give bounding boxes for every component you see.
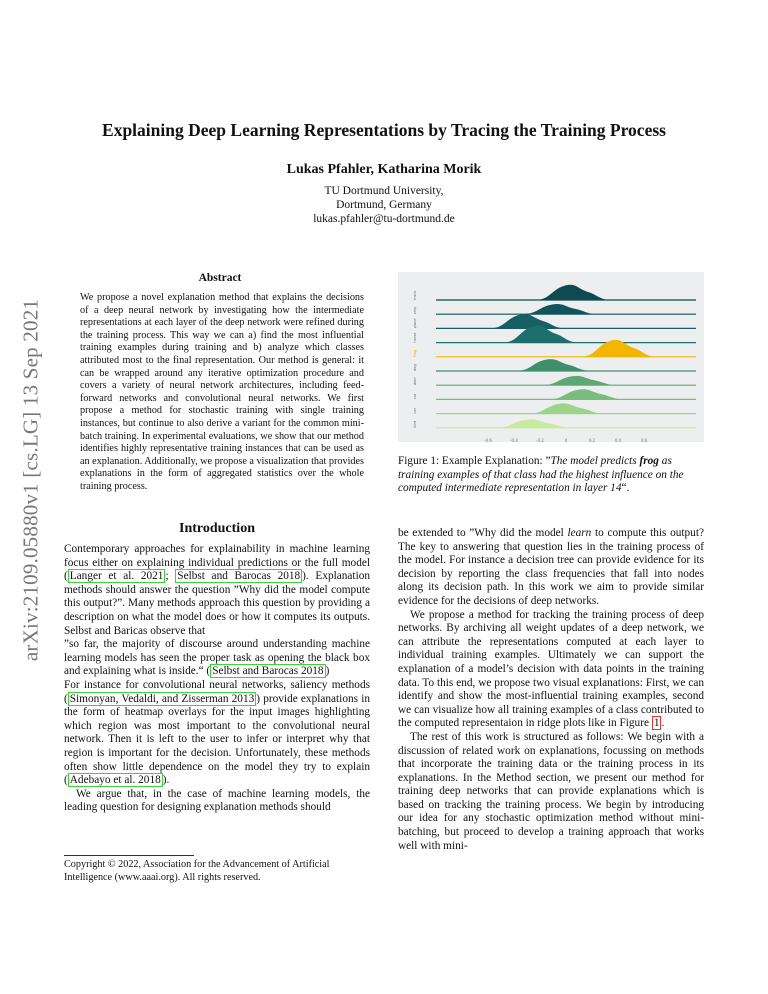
copyright-footnote: Copyright © 2022, Association for the Advancement of Artificial Intelligence (www.aaai.org). All rights reserved.	[64, 859, 330, 883]
ridge-label-dog: dog	[413, 364, 417, 371]
left-column-body	[64, 543, 370, 815]
right-column-body	[398, 527, 704, 853]
footnote-divider	[64, 855, 194, 856]
arxiv-id[interactable]: arXiv:2109.05880v1 [cs.LG] 13 Sep 2021	[18, 298, 43, 662]
figure-link[interactable]: 1	[653, 717, 660, 730]
x-tick-label: 0.6	[640, 437, 648, 442]
affiliation-line: TU Dortmund University,	[324, 185, 444, 197]
ridge-deer	[436, 376, 696, 385]
figure-ridge-plot	[398, 272, 704, 442]
citation-link[interactable]: Langer et al. 2021	[69, 570, 164, 583]
paragraph: The rest of this work is structured as follows: We begin with a discussion of related work on explanations, focussing on methods that incorporate the training data or the training process in its explanations. In the Method section, we present our method for training deep networks that can provide explanations which is based on tracking the training process. We begin by introducing our idea for any stochastic optimization method without mini-batching, but proceed to develop a training approach that works well with mini-	[398, 730, 704, 852]
affiliation-line: Dortmund, Germany	[336, 199, 432, 211]
affiliation	[0, 184, 768, 226]
ridge-label-car: car	[413, 407, 417, 414]
paragraph: For instance for convolutional neural networks, saliency methods ( Simonyan, Vedaldi, and Zisserman 2013 ) provide explanations in the form of heatmap overlays for the input images highlighting which region was most important to the convolutional neural network. Then it is left to the user to infer or interpret why that region is important for the decision. Unfortunately, these methods often show little dependence on the model they try to explain ( Adebayo et al. 2018 ).	[64, 678, 370, 787]
arxiv-stamp	[16, 270, 46, 690]
ridge-label-horse: horse	[413, 332, 417, 343]
ridge-label-cat: cat	[413, 393, 417, 400]
ridge-dog	[436, 359, 696, 371]
x-tick-label: 0.4	[614, 437, 622, 442]
paragraph: Contemporary approaches for explainability in machine learning focus either on explaining individual predictions or the full model ( Langer et al. 2021 ; Selbst and Barocas 2018 ). Explanation methods should answer the question ”Why did the model compute this output?”. Many methods approach this question by providing a description on what the model does or how it computes its outputs. Selbst and Baricas observe that	[64, 543, 371, 637]
ridge-bird	[436, 419, 696, 428]
paragraph: We propose a method for tracking the training process of deep networks. By archiving all weight updates of a deep network, we can attribute the representations computed at each layer to individual training examples. Ultimately we can support the explanation of a model’s decision with data points in the training data. To this end, we propose two visual explanations: First, we can identify and show the most-influential training examples, second we can visualize how all training examples of a class contributed to the computed representaion in ridge plots like in Figure 1 .	[398, 608, 704, 730]
ridge-label-bird: bird	[413, 420, 417, 428]
ridge-label-frog: frog	[413, 349, 417, 357]
abstract-text: We propose a novel explanation method that explains the decisions of a deep neural network by investigating how the intermediate representations at each layer of the deep network were refined during the training process. This way we can a) find the most influential training examples during training and b) analyze which classes attributed most to the final representation. Our method is general: it can be wrapped around any iterative optimization procedure and covers a variety of neural network architectures, including feed-forward networks and convolutional neural networks. We first propose a method for stochastic training with single training instances, but continue to also derive a variant for the common mini-batch training. In experimental evaluations, we show that our method identifies highly representative training instances that can be used as an explanation. Additionally, we propose a visualization that provides explanations in the form of aggregated statistics over the whole training process.	[80, 292, 364, 492]
x-tick-label: -0.2	[536, 437, 544, 442]
ridge-label-truck: truck	[413, 290, 417, 300]
authors: Lukas Pfahler, Katharina Morik	[286, 162, 482, 177]
x-tick-label: -0.6	[484, 437, 492, 442]
ridge-ship	[436, 304, 696, 314]
x-tick-label: 0.2	[588, 437, 596, 442]
abstract-heading: Abstract	[198, 272, 242, 284]
introduction-heading: Introduction	[179, 521, 255, 536]
citation-link[interactable]: Simonyan, Vedaldi, and Zisserman 2013	[69, 692, 255, 705]
citation-link[interactable]: Selbst and Barocas 2018	[212, 665, 324, 678]
citation-link[interactable]: Adebayo et al. 2018	[69, 774, 161, 787]
block-quote: ”so far, the majority of discourse around understanding machine learning models has seen the proper task as opening the black box and explaining what is inside.“ ( Selbst and Barocas 2018 )	[64, 638, 370, 678]
paper-title: Explaining Deep Learning Representations by Tracing the Training Process	[102, 120, 666, 140]
ridge-plane	[436, 314, 696, 328]
author-email[interactable]: lukas.pfahler@tu-dortmund.de	[313, 213, 455, 225]
ridge-car	[436, 403, 696, 413]
ridge-truck	[436, 285, 696, 300]
ridge-label-ship: ship	[413, 306, 417, 315]
figure-caption: Figure 1: Example Explanation: ”The model predicts frog as training examples of that class had the highest influence on the computed intermediate representation in layer 14“.	[398, 455, 684, 495]
paragraph: be extended to ”Why did the model learn to compute this output? The key to answering that question lies in the training process of the model. For instance a decision tree can provide evidence for its decision by reporting the class frequencies that fall into nodes along its decision path. In this work we aim to provide similar evidence for the decisions of deep networks.	[398, 527, 704, 607]
paragraph: We argue that, in the case of machine learning models, the leading question for designing explanation methods should	[64, 787, 370, 814]
x-tick-label: 0	[564, 437, 568, 442]
x-tick-label: -0.4	[510, 437, 518, 442]
ridge-chart	[398, 272, 704, 442]
ridge-label-deer: deer	[413, 377, 417, 386]
citation-link[interactable]: Selbst and Barocas 2018	[177, 570, 301, 583]
ridge-cat	[436, 389, 696, 399]
ridge-label-plane: plane	[413, 318, 417, 329]
